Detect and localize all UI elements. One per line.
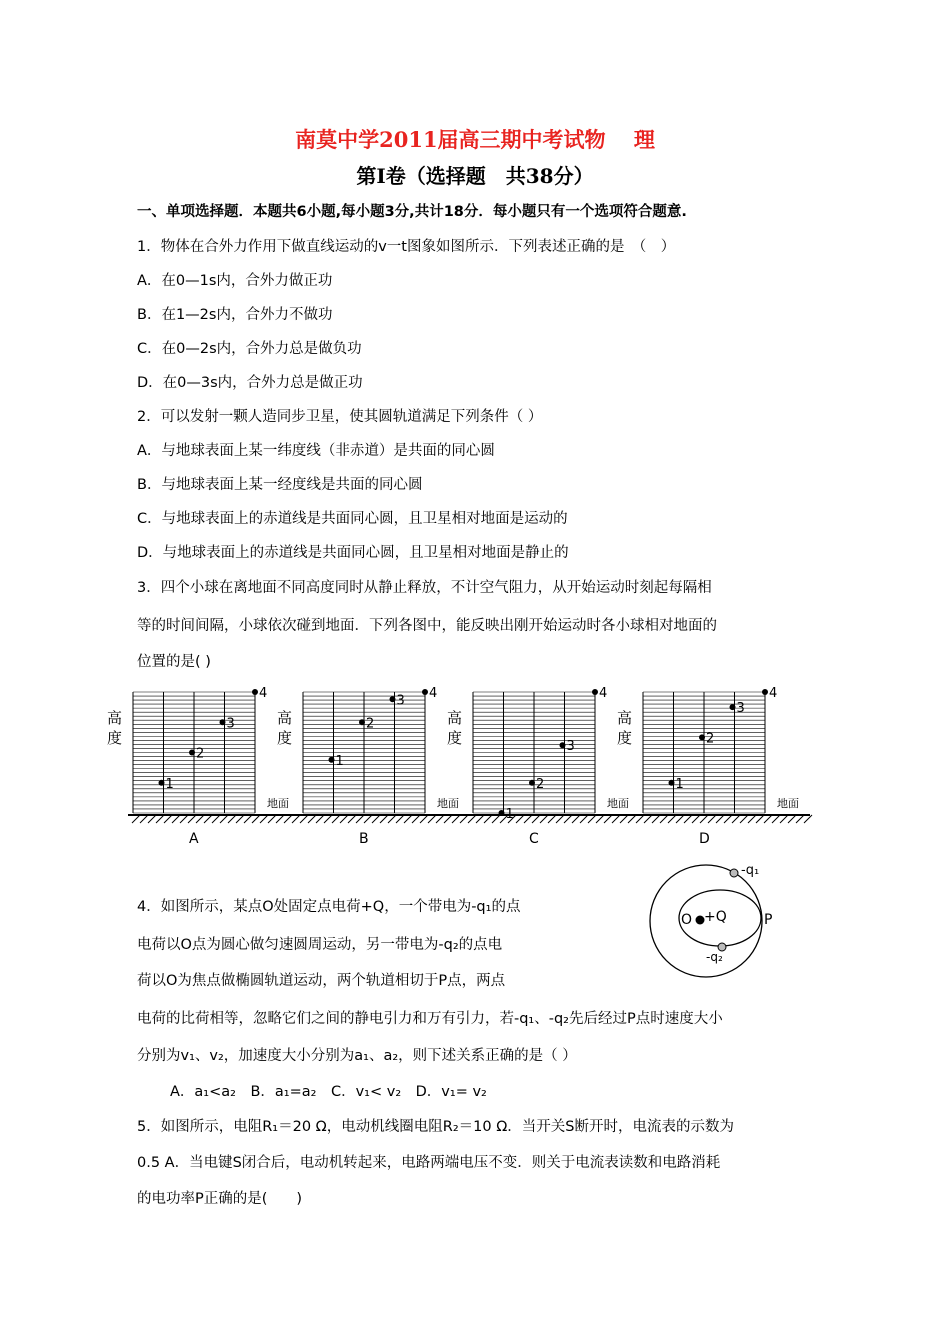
ball-label: 4	[769, 686, 778, 701]
q4-options: A．a₁<a₂ B．a₁=a₂ C．v₁< v₂ D．v₁= v₂	[170, 1084, 487, 1100]
q5-line-2: 0.5 A．当电键S闭合后，电动机转起来，电路两端电压不变．则关于电流表读数和电路消耗	[137, 1155, 721, 1171]
ground-hatch	[596, 815, 604, 823]
ground-hatch	[220, 815, 228, 823]
ground-hatch	[236, 815, 244, 823]
section-heading: 一、单项选择题．本题共6小题,每小题3分,共计18分．每小题只有一个选项符合题意.	[137, 204, 687, 220]
ball-dot	[560, 742, 566, 748]
ground-hatch	[756, 815, 764, 823]
q4-line-1: 4．如图所示，某点O处固定点电荷+Q，一个带电为-q₁的点	[137, 899, 521, 915]
ball-label: 3	[396, 693, 405, 709]
q3-line-2: 等的时间间隔，小球依次碰到地面．下列各图中，能反映出刚开始运动时各小球相对地面的	[137, 618, 717, 634]
ground-hatch	[188, 815, 196, 823]
ground-hatch	[420, 815, 428, 823]
ground-hatch	[412, 815, 420, 823]
ground-hatch	[284, 815, 292, 823]
center-o-label: O	[681, 912, 693, 928]
ground-hatch	[612, 815, 620, 823]
ground-hatch	[260, 815, 268, 823]
q2-option-b: B．与地球表面上某一经度线是共面的同心圆	[137, 477, 423, 493]
ground-hatch	[604, 815, 612, 823]
ground-hatch	[628, 815, 636, 823]
panel-label: A	[189, 831, 199, 847]
q3-figure	[0, 680, 950, 860]
q1-label: -q₁	[741, 863, 760, 878]
ball-label: 2	[536, 776, 545, 792]
ball-label: 3	[226, 716, 235, 732]
ball-dot	[159, 780, 165, 786]
ball-dot	[220, 719, 226, 725]
ball-label: 4	[429, 686, 438, 701]
ground-hatch	[492, 815, 500, 823]
ball-dot	[390, 696, 396, 702]
ball-dot	[422, 689, 428, 695]
q4-line-4: 电荷的比荷相等，忽略它们之间的静电引力和万有引力，若-q₁、-q₂先后经过P点时速度大小	[137, 1011, 723, 1027]
ball-dot	[252, 689, 258, 695]
y-axis-label-top: 高	[277, 709, 293, 727]
ground-hatch	[132, 815, 140, 823]
ground-hatch	[708, 815, 716, 823]
q4-line-5: 分别为v₁、v₂，加速度大小分别为a₁、a₂，则下述关系正确的是（ ）	[137, 1048, 577, 1064]
ground-hatch	[692, 815, 700, 823]
ground-hatch	[348, 815, 356, 823]
ground-hatch	[388, 815, 396, 823]
ground-hatch	[444, 815, 452, 823]
ground-hatch	[668, 815, 676, 823]
ball-label: 1	[335, 753, 344, 769]
q1-option-a: A．在0—1s内，合外力做正功	[137, 273, 333, 289]
q1-charge-dot	[730, 869, 738, 877]
exam-title: 南莫中学2011届高三期中考试物 理	[295, 127, 655, 152]
ground-hatch	[748, 815, 756, 823]
q4-line-2: 电荷以O点为圆心做匀速圆周运动，另一带电为-q₂的点电	[137, 937, 503, 953]
ground-hatch	[316, 815, 324, 823]
ground-hatch	[396, 815, 404, 823]
ground-hatch	[308, 815, 316, 823]
ground-hatch	[652, 815, 660, 823]
ground-hatch	[300, 815, 308, 823]
ground-hatch	[468, 815, 476, 823]
q1-stem: 1．物体在合外力作用下做直线运动的v一t图象如图所示．下列表述正确的是 （ ）	[137, 239, 676, 255]
ball-dot	[762, 689, 768, 695]
y-axis-label-bottom: 度	[107, 729, 123, 747]
ground-hatch	[644, 815, 652, 823]
ground-hatch	[196, 815, 204, 823]
ground-hatch	[364, 815, 372, 823]
panel-label: B	[359, 831, 369, 847]
ground-hatch	[356, 815, 364, 823]
paper-subtitle: 第Ⅰ卷（选择题 共38分）	[356, 164, 594, 188]
ground-hatch	[572, 815, 580, 823]
q4-orbit-figure	[630, 858, 790, 983]
ground-hatch	[380, 815, 388, 823]
ground-label: 地面	[607, 797, 629, 810]
ground-hatch	[212, 815, 220, 823]
ground-hatch	[588, 815, 596, 823]
ground-hatch	[292, 815, 300, 823]
ground-hatch	[564, 815, 572, 823]
ball-label: 4	[599, 686, 608, 701]
ground-hatch	[636, 815, 644, 823]
ground-hatch	[244, 815, 252, 823]
ground-hatch	[764, 815, 772, 823]
ground-hatch	[804, 815, 812, 823]
ground-hatch	[740, 815, 748, 823]
ground-hatch	[540, 815, 548, 823]
ground-hatch	[716, 815, 724, 823]
ground-hatch	[676, 815, 684, 823]
ground-hatch	[724, 815, 732, 823]
ground-hatch	[548, 815, 556, 823]
ball-dot	[189, 750, 195, 756]
y-axis-label-top: 高	[617, 709, 633, 727]
q1-option-b: B．在1—2s内，合外力不做功	[137, 307, 333, 323]
ground-hatch	[156, 815, 164, 823]
q1-option-d: D．在0—3s内，合外力总是做正功	[137, 375, 363, 391]
q2-label: -q₂	[706, 950, 723, 964]
ground-hatch	[700, 815, 708, 823]
ball-label: 2	[706, 731, 715, 747]
ground-hatch	[332, 815, 340, 823]
q4-line-3: 荷以O为焦点做椭圆轨道运动，两个轨道相切于P点，两点	[137, 973, 506, 989]
ground-hatch	[788, 815, 796, 823]
ball-label: 2	[366, 716, 375, 732]
ground-hatch	[772, 815, 780, 823]
ball-label: 3	[736, 701, 745, 717]
ground-hatch	[452, 815, 460, 823]
ball-dot	[730, 704, 736, 710]
ground-hatch	[164, 815, 172, 823]
ground-hatch	[228, 815, 236, 823]
q2-option-a: A．与地球表面上某一纬度线（非赤道）是共面的同心圆	[137, 443, 495, 459]
ball-dot	[592, 689, 598, 695]
ground-hatch	[180, 815, 188, 823]
ground-hatch	[268, 815, 276, 823]
y-axis-label-bottom: 度	[277, 729, 293, 747]
ground-hatch	[140, 815, 148, 823]
q3-line-1: 3．四个小球在离地面不同高度同时从静止释放，不计空气阻力，从开始运动时刻起每隔相	[137, 580, 712, 596]
ball-label: 1	[675, 776, 684, 792]
q5-line-3: 的电功率P正确的是( )	[137, 1191, 303, 1207]
ground-hatch	[204, 815, 212, 823]
q2-option-c: C．与地球表面上的赤道线是共面同心圆，且卫星相对地面是运动的	[137, 511, 568, 527]
q1-option-c: C．在0—2s内，合外力总是做负功	[137, 341, 362, 357]
ground-hatch	[476, 815, 484, 823]
ground-hatch	[620, 815, 628, 823]
p-label: P	[764, 912, 773, 928]
q2-option-d: D．与地球表面上的赤道线是共面同心圆，且卫星相对地面是静止的	[137, 545, 569, 561]
ground-hatch	[324, 815, 332, 823]
q2-stem: 2．可以发射一颗人造同步卫星，使其圆轨道满足下列条件（ ）	[137, 409, 543, 425]
y-axis-label-bottom: 度	[447, 729, 463, 747]
ground-hatch	[684, 815, 692, 823]
ground-hatch	[524, 815, 532, 823]
ground-hatch	[148, 815, 156, 823]
ball-dot	[669, 780, 675, 786]
y-axis-label-bottom: 度	[617, 729, 633, 747]
ball-label: 4	[259, 686, 268, 701]
ground-hatch	[732, 815, 740, 823]
ground-hatch	[372, 815, 380, 823]
y-axis-label-top: 高	[107, 709, 123, 727]
ground-hatch	[460, 815, 468, 823]
ball-dot	[499, 810, 505, 816]
ground-hatch	[252, 815, 260, 823]
ground-hatch	[660, 815, 668, 823]
ball-dot	[359, 719, 365, 725]
ground-hatch	[340, 815, 348, 823]
ground-hatch	[556, 815, 564, 823]
ground-hatch	[428, 815, 436, 823]
ball-dot	[329, 757, 335, 763]
plus-q-label: +Q	[704, 909, 727, 925]
ground-label: 地面	[777, 797, 799, 810]
ball-label: 1	[505, 807, 514, 822]
ball-dot	[699, 734, 705, 740]
ball-label: 2	[196, 746, 205, 762]
ground-hatch	[580, 815, 588, 823]
ground-hatch	[780, 815, 788, 823]
ground-hatch	[532, 815, 540, 823]
ground-hatch	[516, 815, 524, 823]
y-axis-label-top: 高	[447, 709, 463, 727]
ball-label: 1	[165, 776, 174, 792]
ball-dot	[529, 780, 535, 786]
q3-line-3: 位置的是( )	[137, 654, 211, 670]
panel-label: C	[529, 831, 539, 847]
ball-label: 3	[566, 739, 575, 755]
ground-hatch	[436, 815, 444, 823]
q5-line-1: 5．如图所示，电阻R₁＝20 Ω，电动机线圈电阻R₂＝10 Ω．当开关S断开时，电流表的示数为	[137, 1119, 734, 1135]
ground-hatch	[276, 815, 284, 823]
ground-hatch	[172, 815, 180, 823]
panel-label: D	[699, 831, 710, 847]
ground-hatch	[404, 815, 412, 823]
ground-label: 地面	[267, 797, 289, 810]
ground-hatch	[484, 815, 492, 823]
ground-hatch	[796, 815, 804, 823]
ground-label: 地面	[437, 797, 459, 810]
